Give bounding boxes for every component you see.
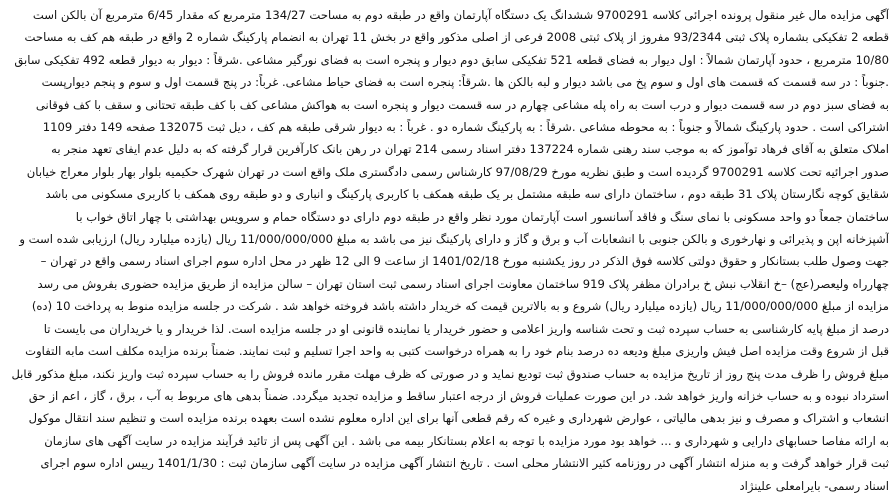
notice-line-11: آشپزخانه اپن و پذیرائی و نهارخوری و بالکن جنوبی با انشعابات آب و برق و گاز و دارای پارکینگ نیز می باشد به مبلغ 11/000/000/000 ریال (یازده میلیارد ریال) ارزیابی شده است و	[19, 232, 889, 247]
notice-line-15: درصد از مبلغ پایه کارشناسی به حساب سپرده ثبت و تحت شناسه واریز اعلامی و حضور خریدار یا نماینده قانونی او در جلسه مزایده است. لذا خریدار و یا خریداران می بایست تا	[43, 321, 889, 336]
auction-notice-text	[6, 4, 889, 497]
notice-line-1: آگهی مزایده مال غیر منقول پرونده اجرائی کلاسه 9700291 ششدانگ یک دستگاه آپارتمان واقع در طبقه دوم به مساحت 134/27 مترمربع که مقدار 6/45 مترمربع آن بالکن است	[32, 8, 889, 22]
notice-line-18: استرداد نبوده و به حساب خزانه واریز خواهد شد. در این صورت عملیات فروش از درجه اعتبار ساقط و مزایده تجدید میگردد. ضمناً بدهی های مربوط به آب ، برق ، گاز ، اعم از حق	[28, 388, 889, 403]
notice-line-22: اسناد رسمی- بایرامعلی علینژاد	[739, 478, 889, 493]
notice-line-5: به فضای سبز دوم در سه قسمت دیوار و درب است به راه پله مشاعی چهارم در سه قسمت دیوار و پنجره است به هواکش مشاعی کف با کف طبقه تحتانی و سقف با کف فوقانی	[35, 97, 889, 112]
notice-line-3: 10/80 مترمربع ، حدود آپارتمان شمالاً : اول دیوار به فضای قطعه 521 تفکیکی سابق دوم دیوار و پنجره است به فضای نورگیر مشاعی .شرقاً : دیوار به دیوار قطعه 492 تفکیکی سابق	[14, 52, 889, 67]
notice-line-6: اشتراکی است . حدود پارکینگ شمالاً و جنوباً : به محوطه مشاعی .شرقاً : به پارکینگ شماره دو . غرباً : به دیوار شرقی طبقه هم کف ، دیل ثبت 132075 صفحه 149 دفتر 1109	[42, 120, 889, 135]
notice-line-9: شقایق کوچه نگارستان پلاک 31 طبقه دوم ، ساختمان دارای سه طبقه مشتمل بر یک طبقه همکف با کاربری پارکینگ و انباری و دو طبقه روی همکف با کاربری مسکونی می باشد	[45, 187, 889, 202]
notice-line-19: انشعاب و اشتراک و مصرف و نیز بدهی مالیاتی ، عوارض شهرداری و غیره که رقم قطعی آنها برای این اداره معلوم نشده است بعهده برنده مزایده است و تنظیم سند انتقال موکول	[28, 411, 889, 426]
notice-line-20: به ارائه مفاصا حسابهای دارایی و شهرداری و ... خواهد بود مورد مزایده با توجه به اعلام بستانکار بیمه می باشد . این آگهی پس از تائید فرآیند مزایده در سایت آگهی های سازمان	[44, 433, 889, 448]
notice-line-10: ساختمان جمعاً دو واحد مسکونی با نمای سنگ و فاقد آسانسور است آپارتمان مورد نظر واقع در طبقه دوم دارای دو دستگاه حمام و سرویس بهداشتی با چهار اتاق خواب با	[75, 209, 889, 224]
notice-line-14: مزایده از مبلغ 11/000/000/000 ریال (یازده میلیارد ریال) شروع و به بالاترین قیمت که خریدار داشته باشد فروخته خواهد شد . شرکت در جلسه مزایده منوط به پرداخت 10 (ده)	[31, 299, 889, 314]
notice-line-4: .جنوباً : در سه قسمت که قسمت های اول و سوم پخ می باشد دیوار و لبه بالکن ها .شرقاً: پنجره است به فضای حیاط مشاعی. غرباً: در پنج قسمت اول و سوم و پنجم دیوارپست	[41, 75, 889, 90]
notice-line-21: ثبت قرار خواهد گرفت و به منزله انتشار آگهی در روزنامه کثیر الانتشار محلی است . تاریخ انتشار آگهی مزایده در سایت آگهی سازمان ثبت : 1401/1/30 رییس اداره سوم اجرای	[40, 456, 889, 471]
notice-line-13: چهارراه ولیعصر(عج) –خ انقلاب نبش خ برادران مظفر پلاک 919 ساختمان معاونت اجرای اسناد رسمی ثبت استان تهران – سالن مزایده از طریق مزایده حضوری بفروش می رسد	[37, 276, 889, 291]
notice-line-12: جهت وصول طلب بستانکار و حقوق دولتی کلاسه فوق الذکر در روز یکشنبه مورخ 1401/02/18 از ساعت 9 الی 12 ظهر در محل اداره سوم اجرای اسناد رسمی واقع در تهران –	[40, 254, 889, 269]
notice-line-8: صدور اجرائیه تحت کلاسه 9700291 گردیده است و طبق نظریه مورخ 97/08/29 کارشناس رسمی دادگستری ملک واقع است در تهران شهرک حکیمیه بلوار بهار بلوار معراج خیابان	[26, 164, 889, 179]
notice-line-2: قطعه 2 تفکیکی بشماره پلاک ثبتی 93/2344 مفروز از پلاک ثبتی 2008 فرعی از اصلی مذکور واقع در بخش 11 تهران به انضمام پارکینگ شماره 2 واقع در طبقه هم کف به مساحت	[24, 30, 889, 45]
notice-line-16: قبل از شروع وقت مزایده اصل فیش واریزی مبلغ ودیعه ده درصد بنام خود را به همراه درخواست کتبی به واحد اجرا تسلیم و ثبت نمایند. ضمناً برنده مزایده مکلف است مابه التفاوت	[25, 344, 889, 359]
notice-line-17: مبلغ فروش را ظرف مدت پنج روز از تاریخ مزایده به حساب صندوق ثبت تودیع نماید و در صورتی که ظرف مهلت مقرر مانده فروش را به حساب سپرده ثبت واریز نکند، مبلغ مذکور قابل	[11, 366, 889, 381]
notice-line-7: املاک متعلق به آقای فرهاد توآموز که به موجب سند رهنی شماره 137224 دفتر اسناد رسمی 214 تهران در رهن بانک کارآفرین قرار گرفته که به دلیل عدم ایفای تعهد منجر به	[51, 142, 889, 157]
